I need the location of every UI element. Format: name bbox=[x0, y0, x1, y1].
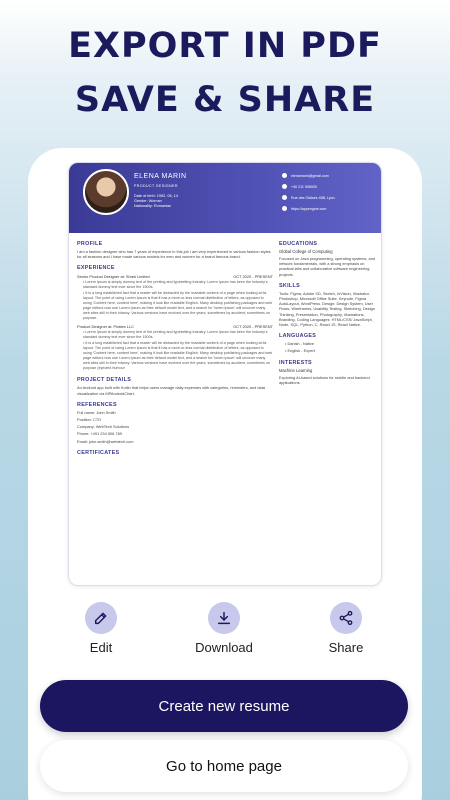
info-line: Gender: Woman bbox=[134, 199, 162, 203]
download-action[interactable] bbox=[189, 602, 259, 655]
profile-text: I am a fashion designer who has 7 years of experience in this job I am very experienced in various fashion styles for all seasons and I have made various models for men and women for a brand famous brand. bbox=[77, 249, 271, 260]
download-icon bbox=[216, 610, 232, 626]
job-bullet: • It is a long established fact that a reader will be distracted by the readable content of a page when looking at its layout. The point of using Lorem Ipsum is that it has a more-or-less normal distribution of letters, as opposed to using 'Content here, content here', making it look like readable English. Many desktop publishing packages and web page editors now use Lorem Ipsum as their default model text, and a search for 'lorem ipsum' will uncover many web sites still in their infancy. Various versions have evolved over the years, sometimes by accident, sometimes on purpose. bbox=[83, 291, 273, 321]
share-action[interactable] bbox=[311, 602, 381, 655]
reference-line: Email: john.smith@webtech.com bbox=[77, 438, 134, 444]
share-button[interactable] bbox=[330, 602, 362, 634]
interest-title: Machine Learning bbox=[279, 367, 313, 373]
phone-icon bbox=[282, 184, 287, 189]
language-item: • English - Expert bbox=[285, 348, 315, 354]
skills-text: Tools: Figma, Adobe XD, Sketch, InVision, Illustrator, Photoshop, Microsoft Office Suite, Keynote, Figma AutoLayout, WordPress. Design: Design System, User Flows, Wireframes, Usability Testing, Sketching, Design Thinking, Presentation, Photography, Illustrations, Branding. Coding Languages: HTML/CSS/ JavaScript, Node, SQL, Python, C, React JS, React Native. bbox=[279, 290, 375, 328]
edit-action[interactable] bbox=[66, 602, 136, 655]
resume-personal-info bbox=[134, 194, 178, 209]
section-heading: EDUCATIONS bbox=[279, 241, 318, 247]
headline-line-1: EXPORT IN PDF bbox=[68, 26, 382, 66]
section-heading: LANGUAGES bbox=[279, 333, 317, 340]
email-icon bbox=[282, 173, 287, 178]
share-icon bbox=[338, 610, 354, 626]
section-heading: CERTIFICATES bbox=[77, 449, 120, 456]
create-new-resume-button[interactable]: Create new resume bbox=[40, 680, 408, 732]
job-bullet: • It is a long established fact that a reader will be distracted by the readable content of a page when looking at its layout. The point of using Lorem Ipsum is that it has a more-or-less normal distribution of letters, as opposed to using 'Content here, content here', making it look like readable English. Many desktop publishing packages and web page editors now use Lorem Ipsum as their default model text, and a search for 'lorem ipsum' will uncover many web sites still in their infancy. Various versions have evolved over the years, sometimes by accident, sometimes on purpose (injected humour bbox=[83, 341, 273, 371]
section-heading: REFERENCES bbox=[77, 401, 117, 408]
reference-line: Company: WebTech Solutions bbox=[77, 424, 130, 430]
info-line: Date of birth: 1992, 05, 14 bbox=[134, 194, 178, 198]
download-label[interactable]: Download bbox=[195, 640, 253, 655]
resume-preview[interactable] bbox=[68, 162, 382, 586]
share-label[interactable]: Share bbox=[328, 640, 364, 655]
language-item: • Danish - Native bbox=[285, 341, 315, 347]
job-header bbox=[77, 274, 273, 279]
job-bullet: • Lorem Ipsum is simply dummy text of the printing and typesetting industry. Lorem Ipsum has been the industry's standard dummy text ever since the 1500s. bbox=[83, 330, 268, 340]
resume-header bbox=[69, 163, 382, 233]
job-role: Product Designer at: Pirates LLC bbox=[77, 324, 134, 330]
interest-text: Exploring AI-based solutions for mobile and backend applications. bbox=[279, 374, 370, 385]
resume-name: ELENA MARIN bbox=[134, 173, 187, 180]
resume-right-column bbox=[279, 241, 377, 385]
job-header bbox=[77, 324, 273, 329]
info-line: Nationality: Romanian bbox=[134, 204, 172, 208]
edit-label[interactable]: Edit bbox=[89, 640, 113, 655]
section-heading: PROFILE bbox=[77, 241, 103, 247]
download-button[interactable] bbox=[208, 602, 240, 634]
headline-line-2: SAVE & SHARE bbox=[74, 80, 376, 120]
location-icon bbox=[282, 195, 287, 200]
contact-email: elenamarin@gmail.com bbox=[291, 173, 329, 178]
contact-website: https://appengine.com bbox=[291, 206, 327, 211]
pencil-icon bbox=[93, 610, 109, 626]
job-bullet: • Lorem Ipsum is simply dummy text of the printing and typesetting industry. Lorem Ipsum has been the industry's standard dummy text ever since the 1500s. bbox=[83, 280, 268, 290]
link-icon bbox=[282, 206, 287, 211]
reference-line: Full name: John Smith bbox=[77, 409, 116, 415]
edit-button[interactable] bbox=[85, 602, 117, 634]
go-to-home-page-button[interactable]: Go to home page bbox=[40, 740, 408, 792]
resume-contacts bbox=[282, 170, 335, 214]
section-heading: SKILLS bbox=[279, 282, 300, 289]
section-heading: INTERESTS bbox=[279, 359, 312, 366]
section-heading: PROJECT DETAILS bbox=[77, 377, 132, 384]
contact-address: Rue des Glaïses 45B, Lyon bbox=[291, 195, 335, 200]
reference-line: Phone: +491 234 506 789 bbox=[77, 431, 122, 437]
education-text: Focused on Java programming, operating systems, and network fundamentals, with a strong emphasis on practical labs and collaborative software engineering projects. bbox=[279, 256, 376, 277]
section-heading: EXPERIENCE bbox=[77, 265, 115, 272]
resume-title: PRODUCT DESIGNER bbox=[134, 184, 178, 188]
job-dates: OCT 2020 - PRESENT bbox=[233, 324, 273, 330]
contact-phone: +40 211 908900 bbox=[291, 184, 317, 189]
job-role: Senior Product Designer at: Shrek Limited bbox=[77, 274, 150, 280]
resume-left-column bbox=[77, 241, 273, 456]
avatar bbox=[83, 169, 129, 215]
reference-line: Position: CTO bbox=[77, 417, 102, 423]
project-text: An Android app built with Kotlin that helps users manage daily expenses with categories, reminders, and data visualization via MPAndroidChart. bbox=[77, 385, 265, 396]
job-dates: OCT 2020 - PRESENT bbox=[233, 274, 273, 280]
education-school: Global College of Computing bbox=[279, 249, 333, 254]
